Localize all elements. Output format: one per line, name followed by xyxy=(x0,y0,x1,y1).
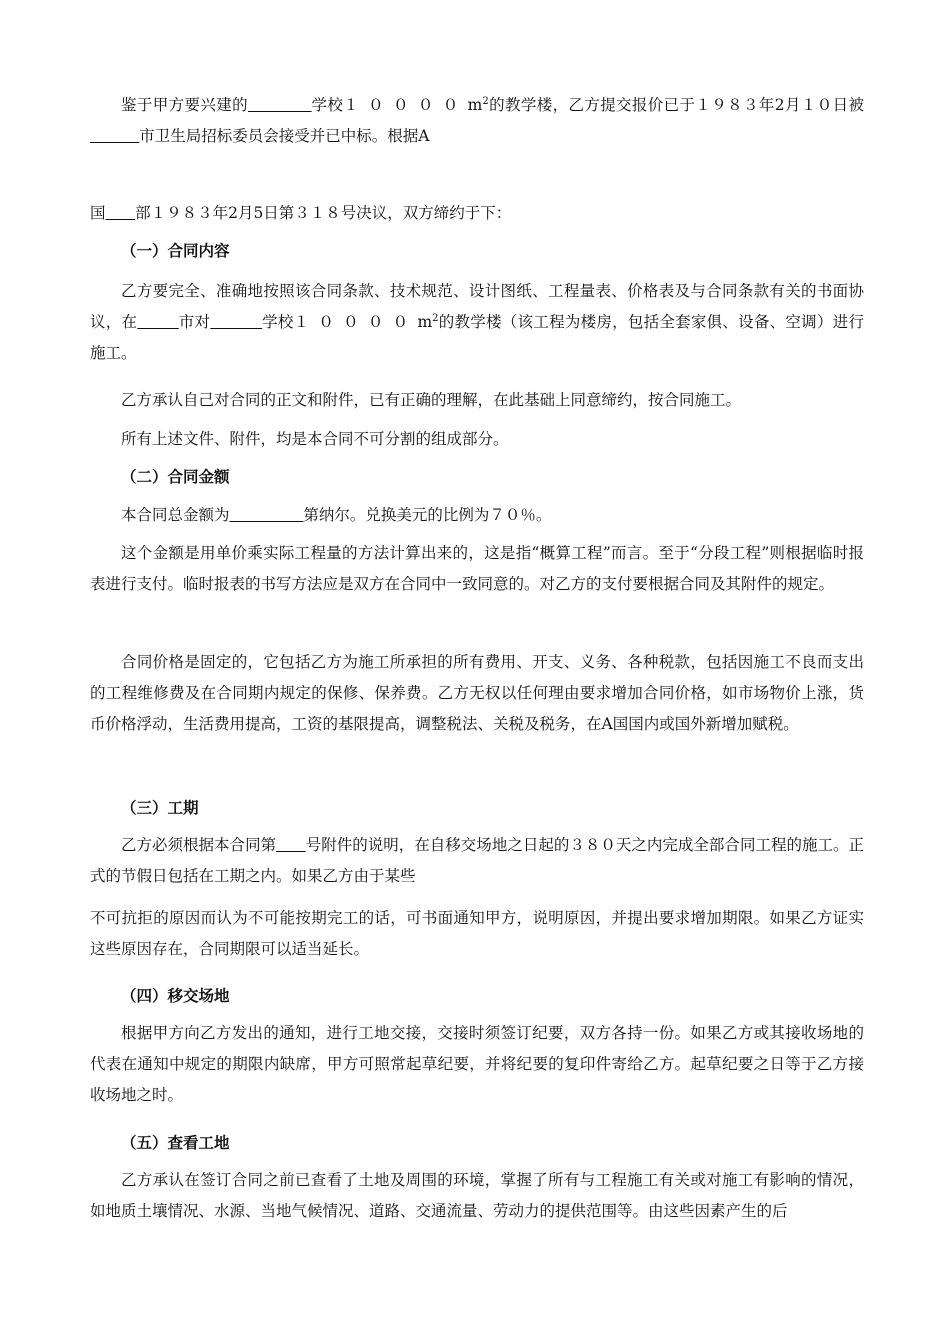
area-number: １００００ xyxy=(343,96,468,114)
blank-school-name xyxy=(210,313,262,331)
section-1-paragraph-2: 乙方承认自己对合同的正文和附件，已有正确的理解，在此基础上同意缔约，按合同施工。 xyxy=(121,391,742,409)
text-run: 乙方要完全、准确地按照该合同条款、技术规范、设计图纸、工程量表、价格表及与合同条款有关的书面协议，在 xyxy=(90,282,864,331)
text-run: 市对 xyxy=(178,313,211,331)
blank-school-name xyxy=(248,96,312,114)
text-run: 学校 xyxy=(311,96,344,114)
section-heading-3: （三）工期 xyxy=(121,799,199,817)
text-run: 号附件的说明，在自移交场地之日起的３８０天之内完成全部合同工程的施工。正式的节假日包括在工期之内。如果乙方由于某些 xyxy=(90,836,865,885)
blank-amount xyxy=(230,506,304,524)
text-run: 部１９８３年2月5日第３１８号决议，双方缔约于下： xyxy=(135,204,512,222)
area-number: １００００ xyxy=(293,313,418,331)
unit-superscript: 2 xyxy=(482,95,489,107)
unit-m: m xyxy=(417,313,433,331)
unit-m: m xyxy=(467,96,483,114)
intro-paragraph xyxy=(90,90,864,152)
text-run: 国 xyxy=(90,204,106,222)
unit-superscript: 2 xyxy=(432,312,439,324)
intro-continuation xyxy=(90,198,864,229)
section-1-paragraph-3: 所有上述文件、附件，均是本合同不可分割的组成部分。 xyxy=(121,430,509,448)
text-run: 的教学楼（该工程为楼房，包括全套家俱、设备、空调）进行施工。 xyxy=(90,313,864,362)
blank-ministry-name xyxy=(106,204,136,222)
blank-annex-number xyxy=(276,836,306,854)
section-heading-5: （五）查看工地 xyxy=(121,1134,230,1152)
text-run: 学校 xyxy=(262,313,294,331)
text-run: 第纳尔。兑换美元的比例为７０％。 xyxy=(303,506,552,524)
text-run: 的教学楼，乙方提交报价已于１９８３年2月１０日被 xyxy=(488,96,864,114)
section-1-paragraph-1 xyxy=(90,276,864,369)
section-2-paragraph-3: 合同价格是固定的，它包括乙方为施工所承担的所有费用、开支、义务、各种税款，包括因施工不良而支出的工程维修费及在合同期内规定的保修、保养费。乙方无权以任何理由要求增加合同价格，如市场物价上涨，货币价格浮动，生活费用提高，工资的基限提高，调整税法、关税及税务，在A国国内或国外新增加赋税。 xyxy=(90,653,864,733)
blank-city-name xyxy=(90,127,139,145)
section-3-paragraph-1 xyxy=(90,830,864,892)
text-run: 乙方必须根据本合同第 xyxy=(121,836,277,854)
section-heading-4: （四）移交场地 xyxy=(121,987,230,1005)
text-run: 市卫生局招标委员会接受并已中标。根据A xyxy=(139,127,430,145)
section-2-paragraph-1 xyxy=(90,500,864,531)
section-heading-1: （一）合同内容 xyxy=(121,242,230,260)
section-3-paragraph-2: 不可抗拒的原因而认为不可能按期完工的话，可书面通知甲方，说明原因，并提出要求增加期限。如果乙方证实这些原因存在，合同期限可以适当延长。 xyxy=(90,909,864,958)
blank-city-name xyxy=(137,313,178,331)
section-5-paragraph-1: 乙方承认在签订合同之前已查看了土地及周围的环境，掌握了所有与工程施工有关或对施工有影响的情况，如地质土壤情况、水源、当地气候情况、道路、交通流量、劳动力的提供范围等。由这些因素产生的后 xyxy=(90,1171,864,1220)
text-run: 鉴于甲方要兴建的 xyxy=(121,96,248,114)
text-run: 本合同总金额为 xyxy=(121,506,230,524)
section-4-paragraph-1: 根据甲方向乙方发出的通知，进行工地交接，交接时须签订纪要，双方各持一份。如果乙方或其接收场地的代表在通知中规定的期限内缺席，甲方可照常起草纪要，并将纪要的复印件寄给乙方。起草纪要之日等于乙方接收场地之时。 xyxy=(90,1024,864,1104)
section-2-paragraph-2: 这个金额是用单价乘实际工程量的方法计算出来的，这是指“概算工程”而言。至于“分段工程”则根据临时报表进行支付。临时报表的书写方法应是双方在合同中一致同意的。对乙方的支付要根据合同及其附件的规定。 xyxy=(90,544,864,593)
section-heading-2: （二）合同金额 xyxy=(121,468,230,486)
